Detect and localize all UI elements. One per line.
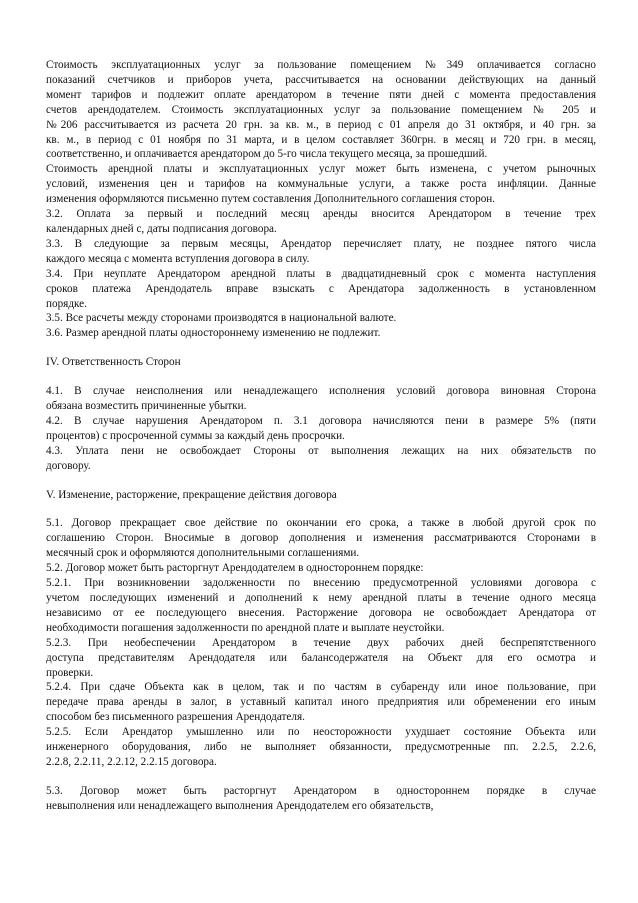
text-line: каждого месяца с момента вступления договора в силу. <box>46 252 310 265</box>
text-line: способом без письменного разрешения Арендодателя. <box>46 711 305 724</box>
text-line: необходимости погашения задолженности по арендной плате и выплате неустойки. <box>46 621 445 634</box>
text-line: 5.1. Договор прекращает свое действие по окончании его срока, а также в любой другой срок по <box>46 517 596 530</box>
text-line: инженерного оборудования, либо не выполняет обязанности, предусмотренные пп. 2.2.5, 2.2.6, <box>46 741 596 754</box>
text-line: 5.2.1. При возникновении задолженности по внесению предусмотренной условиями договора с <box>46 577 596 590</box>
text-line: порядке. <box>46 297 87 310</box>
text-line: условий, изменения цен и тарифов на коммунальные услуги, а также роста инфляции. Данные <box>46 178 596 191</box>
payment-terms-block <box>46 58 596 341</box>
text-line: 5.2.3. При необеспечении Арендатором в течение двух рабочих дней беспрепятственного <box>46 636 596 649</box>
text-line: 2.2.8, 2.2.11, 2.2.12, 2.2.15 договора. <box>46 755 217 768</box>
text-line: счетов арендодателем. Стоимость эксплуатационных услуг за пользование помещением № 205 и <box>46 103 596 116</box>
text-line: 4.3. Уплата пени не освобождает Стороны от выполнения лежащих на них обязательств по <box>46 444 596 457</box>
text-line: 4.2. В случае нарушения Арендатором п. 3.1 договора начисляются пени в размере 5% (пяти <box>46 414 596 427</box>
text-line: сроков платежа Арендодатель вправе взыскать с Арендатора задолженность в установленном <box>46 282 596 295</box>
text-line: 5.3. Договор может быть расторгнут Арендатором в одностороннем порядке в случае <box>46 784 596 797</box>
text-line: передаче права аренды в залог, в уставный капитал иного предприятия или обременении его иным <box>46 696 596 709</box>
text-line: 3.3. В следующие за первым месяцы, Арендатор перечисляет плату, не позднее пятого числа <box>46 237 596 250</box>
liability-block <box>46 384 596 473</box>
text-line: соответственно, и оплачивается арендатором до 5-го числа текущего месяца, за прошедший. <box>46 148 488 161</box>
spacer <box>46 502 596 516</box>
text-line: учетом последующих изменений и дополнений к нему арендной платы в течение одного месяца <box>46 592 596 604</box>
text-line: 5.2. Договор может быть расторгнут Арендодателем в одностороннем порядке: <box>46 562 424 575</box>
text-line: изменения оформляются письменно путем составления Дополнительного соглашения сторон. <box>46 193 496 206</box>
text-line: независимо от ее последующего внесения. Расторжение договора не освобождает Арендатора от <box>46 606 596 619</box>
section-heading-liability: IV. Ответственность Сторон <box>46 356 181 369</box>
text-line: договору. <box>46 459 91 472</box>
text-line: Стоимость эксплуатационных услуг за пользование помещением №349 оплачивается согласно <box>46 59 596 71</box>
text-line: 3.4. При неуплате Арендатором арендной платы в двадцатидневный срок с момента наступления <box>46 267 596 280</box>
spacer <box>46 474 596 488</box>
spacer <box>46 370 596 384</box>
text-line: 5.2.5. Если Арендатор умышленно или по неосторожности ухудшает состояние Объекта или <box>46 726 596 739</box>
text-line: месячный срок и оформляются дополнительными соглашениями. <box>46 547 360 560</box>
text-line: кв. м., в период с 01 ноября по 31 марта, и в целом составляет 360грн. в месяц и 720 грн. в месяц, <box>46 133 596 146</box>
text-line: 5.2.4. При сдаче Объекта как в целом, так и по частям в субаренду или иное пользование, при <box>46 681 596 694</box>
text-line: показаний счетчиков и приборов учета, рассчитывается на основании действующих на данный <box>46 73 596 86</box>
text-line: 4.1. В случае неисполнения или ненадлежащего исполнения условий договора виновная Сторона <box>46 385 596 398</box>
text-line: обязана возместить причиненные убытки. <box>46 400 247 413</box>
text-line: 3.5. Все расчеты между сторонами производятся в национальной валюте. <box>46 312 397 325</box>
text-line: проверки. <box>46 666 94 679</box>
termination-block <box>46 516 596 769</box>
text-line: №206 рассчитывается из расчета 20 грн. за кв. м., в период с 01 апреля до 31 октября, и 40 грн. за <box>46 118 596 131</box>
text-line: календарных дней с, даты подписания договора. <box>46 222 277 235</box>
text-line: Стоимость арендной платы и эксплуатационных услуг может быть изменена, с учетом рыночных <box>46 163 596 176</box>
text-line: доступа представителям Арендодателя или балансодержателя на Объект для его осмотра и <box>46 651 596 664</box>
text-line: 3.6. Размер арендной платы одностороннему изменению не подлежит. <box>46 327 381 340</box>
termination-tenant-block <box>46 784 596 814</box>
section-heading-termination: V. Изменение, расторжение, прекращение действия договора <box>46 488 337 501</box>
text-line: невыполнения или ненадлежащего выполнения Арендодателем его обязательств, <box>46 799 434 812</box>
text-line: момент тарифов и подлежит оплате арендатором в течение пяти дней с момента предоставления <box>46 88 596 101</box>
document-page <box>46 58 596 814</box>
text-line: соглашению Сторон. Вносимые в договор дополнения и изменения рассматриваются Сторонами в <box>46 532 596 545</box>
spacer <box>46 341 596 355</box>
text-line: процентов) с просроченной суммы за каждый день просрочки. <box>46 429 345 442</box>
spacer <box>46 770 596 784</box>
text-line: 3.2. Оплата за первый и последний месяц аренды вносится Арендатором в течение трех <box>46 208 596 221</box>
